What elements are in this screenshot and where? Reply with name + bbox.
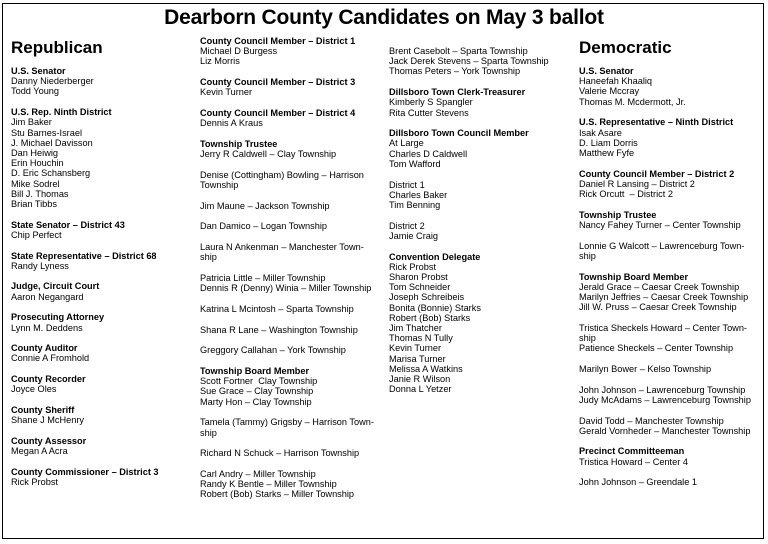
race-block xyxy=(11,312,191,332)
candidate-line: Rick Probst xyxy=(389,261,436,272)
spacer xyxy=(200,438,390,449)
candidate-line: J. Michael Davisson xyxy=(11,137,93,148)
candidate-line: Jim Thatcher xyxy=(389,322,442,333)
candidate-line: Shana R Lane – Washington Township xyxy=(200,324,358,335)
democratic-races xyxy=(579,66,761,488)
race-block xyxy=(389,46,574,77)
office-heading: County Council Member – District 3 xyxy=(200,77,356,88)
spacer xyxy=(200,211,390,222)
race-block xyxy=(200,77,390,97)
party-header-republican: Republican xyxy=(11,38,103,57)
race-block xyxy=(579,117,761,158)
candidate-line: Lynn M. Deddens xyxy=(11,322,83,333)
candidate-line: Dennis R (Denny) Winia – Miller Township xyxy=(200,283,372,294)
candidate-line: Jack Derek Stevens – Sparta Township xyxy=(389,56,549,67)
candidate-line: Brian Tibbs xyxy=(11,198,57,209)
candidate-line: Brent Casebolt – Sparta Township xyxy=(389,46,528,56)
candidate-line: Matthew Fyfe xyxy=(579,147,635,158)
candidate-line: Jim Maune – Jackson Township xyxy=(200,200,330,211)
spacer xyxy=(200,314,390,325)
office-heading: Township Trustee xyxy=(579,209,657,220)
candidate-line: John Johnson – Lawrenceburg Township xyxy=(579,384,746,395)
race-block xyxy=(579,66,761,107)
candidate-line: Marisa Turner xyxy=(389,353,446,364)
candidate-line: Tristica Sheckels Howard – Center Town- xyxy=(579,322,747,333)
candidate-line: Township xyxy=(200,180,239,191)
race-block xyxy=(11,374,191,394)
candidate-line: Bonita (Bonnie) Starks xyxy=(389,302,481,313)
candidate-line: D. Eric Schansberg xyxy=(11,168,91,179)
race-block xyxy=(200,139,390,356)
candidate-line: Thomas Peters – York Township xyxy=(389,66,521,77)
race-block xyxy=(11,405,191,425)
democratic-column xyxy=(579,38,761,488)
candidate-line: Patience Sheckels – Center Township xyxy=(579,343,734,354)
candidate-line: Melissa A Watkins xyxy=(389,363,463,374)
candidate-line: Randy K Bentle – Miller Township xyxy=(200,479,337,490)
office-heading: County Council Member – District 1 xyxy=(200,36,356,46)
party-header-democratic: Democratic xyxy=(579,38,672,57)
candidate-line: Gerald Vornheder – Manchester Township xyxy=(579,425,751,436)
spacer xyxy=(200,458,390,469)
candidate-line: Rita Cutter Stevens xyxy=(389,107,469,118)
race-block xyxy=(200,366,390,500)
candidate-line: Daniel R Lansing – District 2 xyxy=(579,178,695,189)
candidate-line: Dan Heiwig xyxy=(11,147,58,158)
candidate-line: Randy Lyness xyxy=(11,260,69,271)
candidate-line: Sharon Probst xyxy=(389,271,448,282)
candidate-line: Jim Baker xyxy=(11,117,52,128)
race-block xyxy=(200,36,390,67)
office-heading: County Assessor xyxy=(11,435,87,446)
candidate-line: Patricia Little – Miller Township xyxy=(200,273,326,284)
candidate-line: Jill W. Pruss – Caesar Creek Township xyxy=(579,302,737,313)
page-title: Dearborn County Candidates on May 3 ballot xyxy=(164,6,604,29)
office-heading: Dillsboro Town Council Member xyxy=(389,128,529,139)
race-block xyxy=(11,436,191,456)
candidate-line: Joseph Schreibeis xyxy=(389,292,465,303)
column2-races xyxy=(200,36,390,500)
candidate-line: At Large xyxy=(389,138,424,149)
candidate-line: Donna L Yetzer xyxy=(389,384,452,395)
candidate-line: Nancy Fahey Turner – Center Township xyxy=(579,219,741,230)
candidate-line: Thomas N Tully xyxy=(389,333,453,344)
republican-races xyxy=(11,66,191,487)
candidate-line: Scott Fortner Clay Township xyxy=(200,376,318,387)
race-block xyxy=(11,107,191,209)
candidate-line: Rick Orcutt – District 2 xyxy=(579,189,673,200)
candidate-line: Denise (Cottingham) Bowling – Harrison xyxy=(200,169,364,180)
office-heading: Judge, Circuit Court xyxy=(11,281,100,292)
candidate-line: Haneefah Khaaliq xyxy=(579,76,653,87)
candidate-line: Shane J McHenry xyxy=(11,415,85,426)
race-block xyxy=(11,251,191,271)
spacer xyxy=(200,232,390,243)
office-heading: U.S. Senator xyxy=(579,66,634,76)
candidate-line: Charles D Caldwell xyxy=(389,148,468,159)
spacer xyxy=(579,467,761,478)
race-block xyxy=(11,467,191,487)
office-heading: County Sheriff xyxy=(11,405,75,416)
candidate-line: Dan Damico – Logan Township xyxy=(200,221,327,232)
candidate-line: Kevin Turner xyxy=(389,343,442,354)
candidate-line: Stu Barnes-Israel xyxy=(11,127,82,138)
office-heading: Convention Delegate xyxy=(389,251,481,262)
spacer xyxy=(579,230,761,241)
race-block xyxy=(579,446,761,487)
spacer xyxy=(200,407,390,418)
candidate-line: Judy McAdams – Lawrenceburg Township xyxy=(579,394,751,405)
race-block xyxy=(389,252,574,395)
office-heading: U.S. Representative – Ninth District xyxy=(579,117,734,128)
candidate-line: Kevin Turner xyxy=(200,87,253,98)
office-heading: State Senator – District 43 xyxy=(11,219,125,230)
candidate-line: Robert (Bob) Starks – Miller Township xyxy=(200,489,355,500)
office-heading: Township Trustee xyxy=(200,138,278,149)
candidate-line: D. Liam Dorris xyxy=(579,137,638,148)
candidate-line: Michael D Burgess xyxy=(200,46,278,57)
candidate-line: ship xyxy=(200,427,217,438)
office-heading: Township Board Member xyxy=(579,271,689,282)
candidate-line: ship xyxy=(579,250,596,261)
spacer xyxy=(200,263,390,274)
office-heading: U.S. Senator xyxy=(11,66,66,76)
candidate-line: Robert (Bob) Starks xyxy=(389,312,471,323)
republican-column xyxy=(11,38,191,487)
candidate-line: Katrina L Mcintosh – Sparta Township xyxy=(200,303,354,314)
office-heading: U.S. Rep. Ninth District xyxy=(11,107,112,118)
race-block xyxy=(389,128,574,241)
office-heading: County Council Member – District 4 xyxy=(200,108,356,119)
race-block xyxy=(11,343,191,363)
candidate-line: Rick Probst xyxy=(11,477,58,488)
candidate-line: District 1 xyxy=(389,179,425,190)
office-heading: Township Board Member xyxy=(200,366,310,377)
candidate-line: Tristica Howard – Center 4 xyxy=(579,456,688,467)
candidate-line: Danny Niederberger xyxy=(11,76,94,87)
candidate-line: District 2 xyxy=(389,220,425,231)
candidate-line: Tom Wafford xyxy=(389,158,441,169)
spacer xyxy=(200,190,390,201)
candidate-line: David Todd – Manchester Township xyxy=(579,415,724,426)
candidate-line: Chip Perfect xyxy=(11,229,62,240)
column3-races xyxy=(389,46,574,394)
candidate-line: Aaron Negangard xyxy=(11,291,84,302)
race-block xyxy=(200,108,390,128)
candidate-line: Bill J. Thomas xyxy=(11,188,69,199)
spacer xyxy=(579,353,761,364)
candidate-line: Jamie Craig xyxy=(389,230,439,241)
candidate-line: Laura N Ankenman – Manchester Town- xyxy=(200,242,364,253)
candidate-line: Greggory Callahan – York Township xyxy=(200,345,346,356)
office-heading: State Representative – District 68 xyxy=(11,250,157,261)
race-block xyxy=(11,66,191,97)
race-block xyxy=(11,220,191,240)
spacer xyxy=(579,312,761,323)
office-heading: County Recorder xyxy=(11,374,86,385)
republican-column-2 xyxy=(200,36,390,500)
spacer xyxy=(579,374,761,385)
candidate-line: Richard N Schuck – Harrison Township xyxy=(200,448,360,459)
candidate-line: Thomas M. Mcdermott, Jr. xyxy=(579,96,686,107)
office-heading: County Auditor xyxy=(11,343,78,354)
candidate-line: Todd Young xyxy=(11,86,60,97)
candidate-line: Joyce Oles xyxy=(11,384,57,395)
candidate-line: Tamela (Tammy) Grigsby – Harrison Town- xyxy=(200,417,374,428)
office-heading: County Commissioner – District 3 xyxy=(11,466,159,477)
candidate-line: Liz Morris xyxy=(200,56,240,67)
race-block xyxy=(11,281,191,301)
candidate-line: Dennis A Kraus xyxy=(200,118,263,129)
candidate-line: Valerie Mccray xyxy=(579,86,640,97)
candidate-line: Lonnie G Walcott – Lawrenceburg Town- xyxy=(579,240,745,251)
candidate-line: Erin Houchin xyxy=(11,158,64,169)
candidate-line: Kimberly S Spangler xyxy=(389,97,473,108)
candidate-line: Marilyn Bower – Kelso Township xyxy=(579,363,712,374)
candidate-line: Carl Andry – Miller Township xyxy=(200,468,316,479)
race-block xyxy=(389,87,574,118)
republican-column-3 xyxy=(389,46,574,394)
candidate-line: Connie A Fromhold xyxy=(11,353,90,364)
spacer xyxy=(200,293,390,304)
race-block xyxy=(579,272,761,436)
office-heading: Prosecuting Attorney xyxy=(11,312,105,323)
office-heading: Dillsboro Town Clerk-Treasurer xyxy=(389,87,526,98)
candidate-line: ship xyxy=(579,333,596,344)
spacer xyxy=(200,335,390,346)
candidate-line: Mike Sodrel xyxy=(11,178,60,189)
candidate-line: Charles Baker xyxy=(389,189,448,200)
candidate-line: John Johnson – Greendale 1 xyxy=(579,477,697,488)
race-block xyxy=(579,210,761,261)
candidate-line: Marilyn Jeffries – Caesar Creek Township xyxy=(579,291,749,302)
candidate-line: ship xyxy=(200,252,217,263)
candidate-line: Marty Hon – Clay Township xyxy=(200,396,312,407)
candidate-line: Tom Schneider xyxy=(389,282,451,293)
candidate-line: Janie R Wilson xyxy=(389,373,451,384)
candidate-line: Jerry R Caldwell – Clay Township xyxy=(200,149,337,160)
race-block xyxy=(579,169,761,200)
spacer xyxy=(389,210,574,221)
spacer xyxy=(579,405,761,416)
candidate-line: Isak Asare xyxy=(579,127,622,138)
candidate-line: Tim Benning xyxy=(389,199,441,210)
candidate-line: Sue Grace – Clay Township xyxy=(200,386,314,397)
office-heading: Precinct Committeeman xyxy=(579,446,685,457)
candidate-line: Jerald Grace – Caesar Creek Township xyxy=(579,281,740,292)
candidate-line: Megan A Acra xyxy=(11,446,68,457)
spacer xyxy=(389,169,574,180)
office-heading: County Council Member – District 2 xyxy=(579,168,735,179)
spacer xyxy=(200,159,390,170)
